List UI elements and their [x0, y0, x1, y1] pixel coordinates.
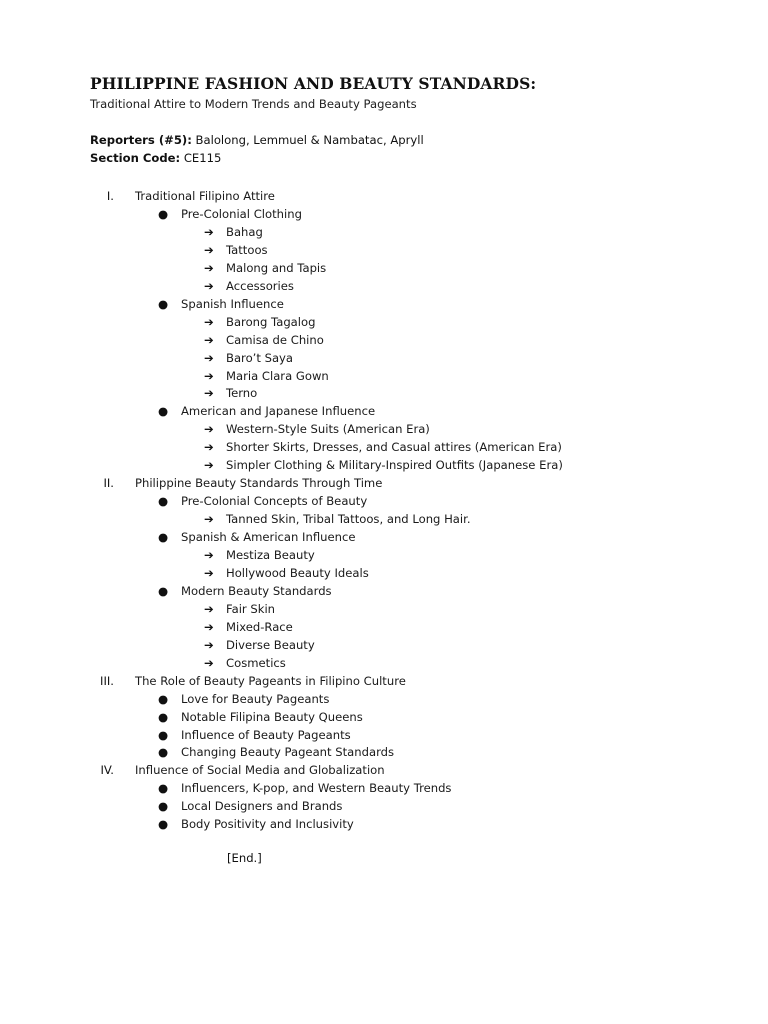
- bullet-icon: ●: [158, 781, 169, 796]
- outline-subitem: Western-Style Suits (American Era): [226, 422, 430, 437]
- arrow-icon: ➔: [204, 278, 214, 293]
- section-code-value: CE115: [183, 151, 222, 165]
- outline-item: Modern Beauty Standards: [181, 583, 332, 598]
- arrow-icon: ➔: [204, 458, 214, 473]
- outline-item: Influence of Beauty Pageants: [181, 727, 351, 742]
- outline-item: American and Japanese Influence: [181, 404, 376, 419]
- bullet-icon: ●: [158, 296, 169, 311]
- outline-item: Changing Beauty Pageant Standards: [181, 745, 395, 760]
- outline-item: Local Designers and Brands: [181, 799, 343, 814]
- section-code-line: [90, 151, 221, 165]
- section-number: I.: [106, 189, 114, 203]
- outline-item: Body Positivity and Inclusivity: [181, 817, 354, 832]
- outline-subitem: Mestiza Beauty: [226, 548, 315, 562]
- section-number: IV.: [100, 763, 114, 778]
- outline-subitem: Mixed-Race: [226, 619, 293, 634]
- arrow-icon: ➔: [204, 440, 214, 455]
- arrow-icon: ➔: [204, 512, 214, 527]
- reporters-label: Reporters (#5):: [90, 133, 192, 147]
- arrow-icon: ➔: [204, 619, 214, 634]
- section-heading: Influence of Social Media and Globalization: [135, 763, 385, 778]
- bullet-icon: ●: [158, 817, 169, 832]
- bullet-icon: ●: [158, 404, 169, 419]
- outline-item: Pre-Colonial Concepts of Beauty: [181, 494, 368, 509]
- outline-subitem: Bahag: [226, 224, 263, 239]
- bullet-icon: ●: [158, 530, 169, 545]
- arrow-icon: ➔: [204, 242, 214, 257]
- bullet-icon: ●: [158, 745, 169, 760]
- outline-item: Notable Filipina Beauty Queens: [181, 709, 363, 724]
- document-subtitle: Traditional Attire to Modern Trends and Beauty Pageants: [90, 97, 417, 111]
- bullet-icon: ●: [158, 709, 169, 724]
- reporters-value: Balolong, Lemmuel & Nambatac, Apryll: [195, 133, 424, 147]
- arrow-icon: ➔: [204, 565, 214, 580]
- section-heading: Traditional Filipino Attire: [135, 189, 275, 203]
- bullet-icon: ●: [158, 206, 169, 221]
- outline-subitem: Simpler Clothing & Military-Inspired Outfits (Japanese Era): [226, 458, 563, 473]
- arrow-icon: ➔: [204, 350, 214, 365]
- outline-item: Spanish Influence: [181, 296, 284, 311]
- outline-item: Pre-Colonial Clothing: [181, 206, 302, 221]
- outline-subitem: Maria Clara Gown: [226, 368, 329, 383]
- arrow-icon: ➔: [204, 422, 214, 437]
- arrow-icon: ➔: [204, 332, 214, 347]
- outline-subitem: Diverse Beauty: [226, 637, 315, 652]
- bullet-icon: ●: [158, 583, 169, 598]
- section-number: II.: [103, 476, 114, 491]
- arrow-icon: ➔: [204, 314, 214, 329]
- bullet-icon: ●: [158, 494, 169, 509]
- bullet-icon: ●: [158, 727, 169, 742]
- arrow-icon: ➔: [204, 260, 214, 275]
- outline-subitem: Baro’t Saya: [226, 350, 294, 365]
- arrow-icon: ➔: [204, 637, 214, 652]
- outline-subitem: Accessories: [226, 278, 294, 293]
- outline-subitem: Barong Tagalog: [226, 314, 316, 329]
- outline-subitem: Shorter Skirts, Dresses, and Casual attires (American Era): [226, 440, 562, 455]
- bullet-icon: ●: [158, 799, 169, 814]
- end-note: [End.]: [227, 851, 262, 865]
- document-title: PHILIPPINE FASHION AND BEAUTY STANDARDS:: [90, 74, 537, 93]
- outline-subitem: Tanned Skin, Tribal Tattoos, and Long Hair.: [226, 512, 471, 527]
- arrow-icon: ➔: [204, 655, 214, 670]
- outline-item: Spanish & American Influence: [181, 530, 356, 545]
- outline-subitem: Fair Skin: [226, 601, 276, 616]
- outline-item: Love for Beauty Pageants: [181, 691, 330, 706]
- section-code-label: Section Code:: [90, 151, 181, 165]
- outline-subitem: Cosmetics: [226, 655, 286, 670]
- section-heading: Philippine Beauty Standards Through Time: [135, 476, 383, 491]
- arrow-icon: ➔: [204, 601, 214, 616]
- outline-subitem: Tattoos: [226, 242, 268, 257]
- arrow-icon: ➔: [204, 386, 214, 401]
- arrow-icon: ➔: [204, 548, 214, 562]
- arrow-icon: ➔: [204, 368, 214, 383]
- outline-subitem: Terno: [226, 386, 258, 401]
- outline-subitem: Hollywood Beauty Ideals: [226, 565, 369, 580]
- section-number: III.: [100, 673, 114, 688]
- arrow-icon: ➔: [204, 224, 214, 239]
- outline-subitem: Malong and Tapis: [226, 260, 327, 275]
- outline-item: Influencers, K-pop, and Western Beauty Trends: [181, 781, 452, 796]
- section-heading: The Role of Beauty Pageants in Filipino Culture: [135, 673, 406, 688]
- reporters-line: [90, 133, 424, 147]
- bullet-icon: ●: [158, 691, 169, 706]
- outline-subitem: Camisa de Chino: [226, 332, 324, 347]
